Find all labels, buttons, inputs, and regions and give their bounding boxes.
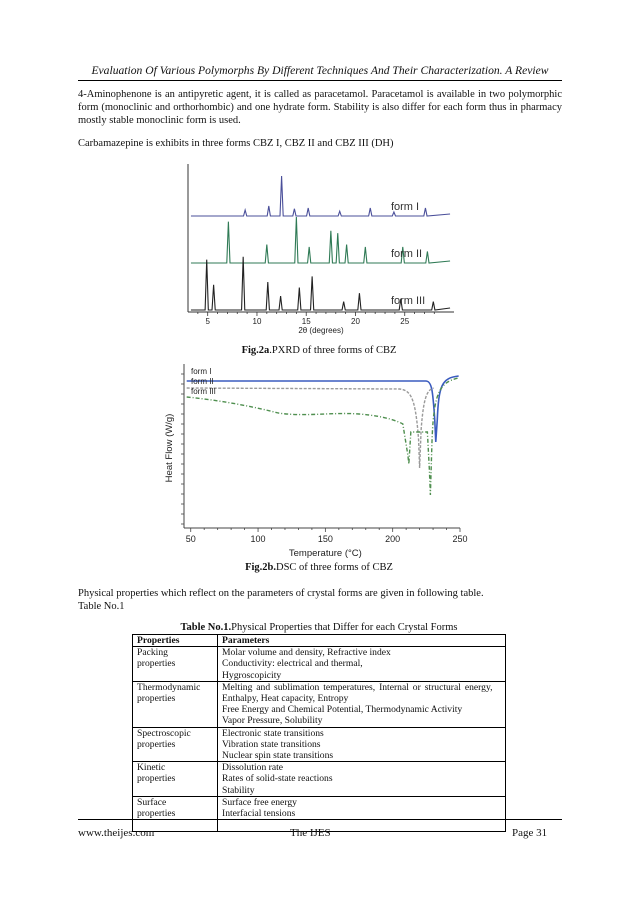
table-row (133, 647, 506, 682)
paragraph-table-ref: Table No.1 (78, 601, 125, 612)
footer-journal: The IJES (290, 827, 331, 839)
dsc-series-line (187, 388, 434, 468)
table-title-label: Table No.1. (180, 622, 232, 633)
parameter-line: Dissolution rate (222, 762, 284, 774)
table-title (0, 622, 638, 633)
property-line: properties (137, 808, 176, 820)
parameter-line: Interfacial tensions (222, 808, 296, 820)
legend-label: form I (191, 367, 212, 376)
column-header-parameters: Parameters (218, 635, 506, 647)
property-line: Packing (137, 647, 168, 659)
property-line: properties (137, 693, 176, 705)
paragraph-table-intro: Physical properties which reflect on the parameters of crystal forms are given in following table. (78, 588, 484, 599)
property-line: Surface (137, 796, 167, 808)
fig2b-caption (0, 562, 638, 573)
parameter-line: Stability (222, 784, 255, 796)
x-tick-label: 15 (301, 317, 311, 326)
series-label: form II (390, 248, 423, 260)
parameters-cell (218, 727, 506, 762)
x-axis-title: Temperature (°C) (288, 548, 362, 558)
parameter-line: Melting and sublimation temperatures, Internal or structural energy, (222, 681, 493, 693)
column-header-properties: Properties (133, 635, 218, 647)
property-line: properties (137, 658, 176, 670)
parameters-cell (218, 762, 506, 797)
paragraph-carbamazepine: Carbamazepine is exhibits in three forms CBZ I, CBZ II and CBZ III (DH) (78, 138, 394, 149)
table-row (133, 762, 506, 797)
x-tick-label: 5 (205, 317, 210, 326)
table-title-text: Physical Properties that Differ for each Crystal Forms (231, 622, 458, 633)
property-cell (133, 681, 218, 727)
parameter-line: Rates of solid-state reactions (222, 773, 333, 785)
property-line: properties (137, 738, 176, 750)
running-header: Evaluation Of Various Polymorphs By Different Techniques And Their Characterization. A Review (91, 64, 549, 77)
parameter-line: Vapor Pressure, Solubility (222, 715, 323, 727)
x-tick-label: 25 (400, 317, 410, 326)
parameter-line: Nuclear spin state transitions (222, 750, 334, 762)
x-tick-label: 150 (317, 534, 333, 544)
parameter-line: Enthalpy, Heat capacity, Entropy (222, 693, 349, 705)
x-tick-label: 10 (252, 317, 262, 326)
parameter-line: Free Energy and Chemical Potential, Thermodynamic Activity (222, 704, 463, 716)
table-row (133, 681, 506, 727)
parameters-cell (218, 681, 506, 727)
fig2a-caption (0, 345, 638, 356)
property-line: properties (137, 773, 176, 785)
x-axis-title: 2θ (degrees) (298, 326, 344, 335)
fig2b-label: Fig.2b. (245, 562, 276, 573)
paragraph-paracetamol: 4-Aminophenone is an antipyretic agent, it is called as paracetamol. Paracetamol is available in two polymorphic form (monoclinic and orthorhombic) and one hydrate form. Stability is also differ for each form thus in pharmacy mostly stable monoclinic form is used. (78, 89, 562, 126)
legend-label: form II (191, 377, 214, 386)
property-cell (133, 647, 218, 682)
series-label: form III (390, 295, 426, 307)
footer-website: www.theijes.com (78, 827, 155, 839)
fig2b-caption-text: DSC of three forms of CBZ (275, 562, 393, 573)
parameters-cell (218, 796, 506, 831)
footer-page-number: Page 31 (512, 827, 548, 839)
property-line: Spectroscopic (137, 727, 191, 739)
x-tick-label: 100 (250, 534, 266, 544)
parameters-cell (218, 647, 506, 682)
x-tick-label: 200 (385, 534, 401, 544)
parameter-line: Molar volume and density, Refractive index (222, 647, 391, 659)
property-cell (133, 762, 218, 797)
footer-rule (78, 819, 562, 820)
parameter-line: Conductivity: electrical and thermal, (222, 658, 363, 670)
x-tick-label: 20 (351, 317, 360, 326)
header-rule (78, 80, 562, 81)
property-line: Kinetic (137, 762, 166, 774)
series-label: form I (390, 201, 420, 213)
parameter-line: Surface free energy (222, 796, 297, 808)
property-cell (133, 727, 218, 762)
parameter-line: Hygroscopicity (222, 669, 282, 681)
table-row (133, 727, 506, 762)
property-line: Thermodynamic (137, 681, 201, 693)
x-tick-label: 50 (185, 534, 196, 544)
properties-table (132, 634, 506, 832)
x-tick-label: 250 (452, 534, 468, 544)
pxrd-chart (170, 160, 460, 338)
fig2a-label: Fig.2a (241, 345, 270, 356)
table-header-row (133, 635, 506, 647)
parameter-line: Electronic state transitions (222, 727, 324, 739)
legend-label: form III (191, 387, 216, 396)
fig2a-caption-text: .PXRD of three forms of CBZ (269, 345, 397, 356)
dsc-chart (160, 360, 470, 558)
parameter-line: Vibration state transitions (222, 738, 321, 750)
y-axis-title: Heat Flow (W/g) (164, 413, 175, 483)
